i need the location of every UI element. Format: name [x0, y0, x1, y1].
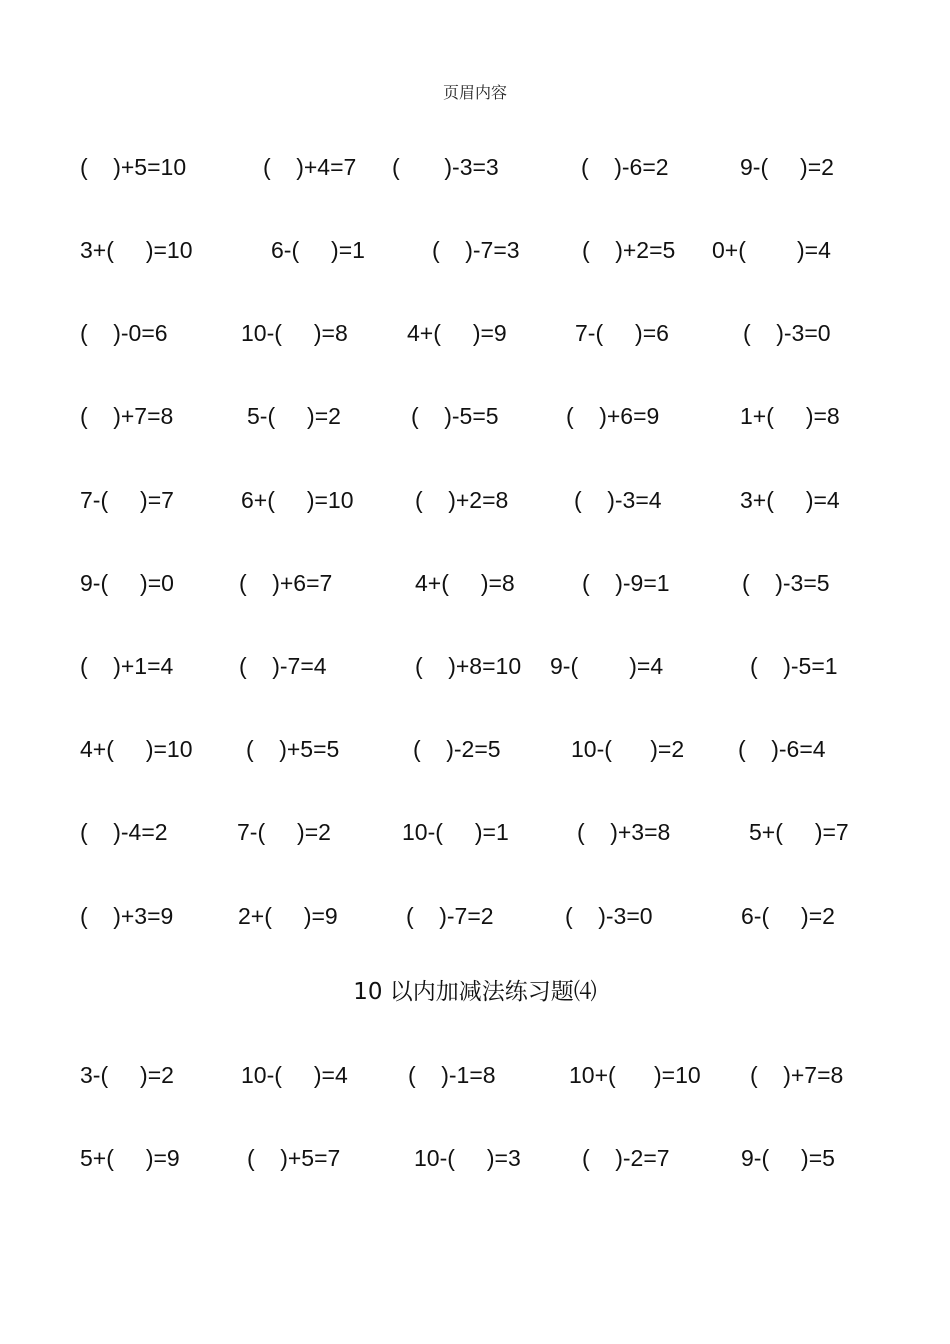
- exercise-row: [0, 567, 950, 599]
- equation: 7-( )=6: [575, 320, 669, 346]
- equation: 10-( )=8: [241, 320, 348, 346]
- equation: ( )+6=9: [566, 403, 660, 429]
- equation: 7-( )=2: [237, 819, 331, 845]
- equation: ( )+7=8: [750, 1062, 844, 1088]
- equation: 4+( )=8: [415, 570, 515, 596]
- equation: 3+( )=4: [740, 487, 840, 513]
- equation: 9-( )=2: [740, 154, 834, 180]
- equation: ( )-6=4: [738, 736, 826, 762]
- exercise-row: [0, 151, 950, 183]
- equation: ( )+5=10: [80, 154, 187, 180]
- equation: ( )-3=4: [574, 487, 662, 513]
- equation: ( )-2=7: [582, 1145, 670, 1171]
- equation: 4+( )=10: [80, 736, 193, 762]
- equation: ( )-7=3: [432, 237, 520, 263]
- equation: ( )+2=5: [582, 237, 676, 263]
- equation: 10-( )=2: [571, 736, 685, 762]
- equation: ( )+5=5: [246, 736, 340, 762]
- equation: ( )+5=7: [247, 1145, 341, 1171]
- equation: 9-( )=0: [80, 570, 174, 596]
- equation: 10+( )=10: [569, 1062, 701, 1088]
- equation: ( )-3=3: [392, 154, 499, 180]
- equation: ( )-1=8: [408, 1062, 496, 1088]
- equation: 6+( )=10: [241, 487, 354, 513]
- equation: ( )-5=1: [750, 653, 838, 679]
- equation: ( )+3=9: [80, 903, 174, 929]
- equation: ( )-2=5: [413, 736, 501, 762]
- equation: 1+( )=8: [740, 403, 840, 429]
- section-title: 10 以内加减法练习题⑷: [353, 979, 597, 1005]
- equation: 5+( )=9: [80, 1145, 180, 1171]
- exercise-row: [0, 400, 950, 432]
- equation: ( )+1=4: [80, 653, 174, 679]
- equation: 5+( )=7: [749, 819, 849, 845]
- exercise-row: [0, 900, 950, 932]
- equation: 2+( )=9: [238, 903, 338, 929]
- equation: 6-( )=2: [741, 903, 835, 929]
- equation: ( )-7=2: [406, 903, 494, 929]
- exercise-row: [0, 1059, 950, 1091]
- equation: ( )-3=5: [742, 570, 830, 596]
- equation: 9-( )=4: [550, 653, 664, 679]
- exercise-row: [0, 484, 950, 516]
- equation: ( )-5=5: [411, 403, 499, 429]
- equation: 7-( )=7: [80, 487, 174, 513]
- equation: ( )-6=2: [581, 154, 669, 180]
- exercise-row: [0, 650, 950, 682]
- equation: 0+( )=4: [712, 237, 831, 263]
- equation: 3-( )=2: [80, 1062, 174, 1088]
- equation: 6-( )=1: [271, 237, 365, 263]
- page-header: 页眉内容: [442, 83, 507, 102]
- exercise-row: [0, 816, 950, 848]
- exercise-row: [0, 317, 950, 349]
- equation: ( )+2=8: [415, 487, 509, 513]
- equation: ( )-7=4: [239, 653, 327, 679]
- equation: ( )+3=8: [577, 819, 671, 845]
- exercise-row: [0, 1142, 950, 1174]
- equation: ( )+4=7: [263, 154, 357, 180]
- equation: 10-( )=1: [402, 819, 509, 845]
- equation: ( )-9=1: [582, 570, 670, 596]
- equation: ( )+6=7: [239, 570, 333, 596]
- equation: ( )-3=0: [743, 320, 831, 346]
- equation: ( )+8=10: [415, 653, 522, 679]
- exercise-row: [0, 733, 950, 765]
- equation: ( )+7=8: [80, 403, 174, 429]
- equation: 3+( )=10: [80, 237, 193, 263]
- equation: 5-( )=2: [247, 403, 341, 429]
- equation: 10-( )=3: [414, 1145, 521, 1171]
- equation: ( )-3=0: [565, 903, 653, 929]
- equation: 9-( )=5: [741, 1145, 835, 1171]
- equation: ( )-4=2: [80, 819, 168, 845]
- equation: 10-( )=4: [241, 1062, 348, 1088]
- equation: 4+( )=9: [407, 320, 507, 346]
- exercise-row: [0, 234, 950, 266]
- equation: ( )-0=6: [80, 320, 168, 346]
